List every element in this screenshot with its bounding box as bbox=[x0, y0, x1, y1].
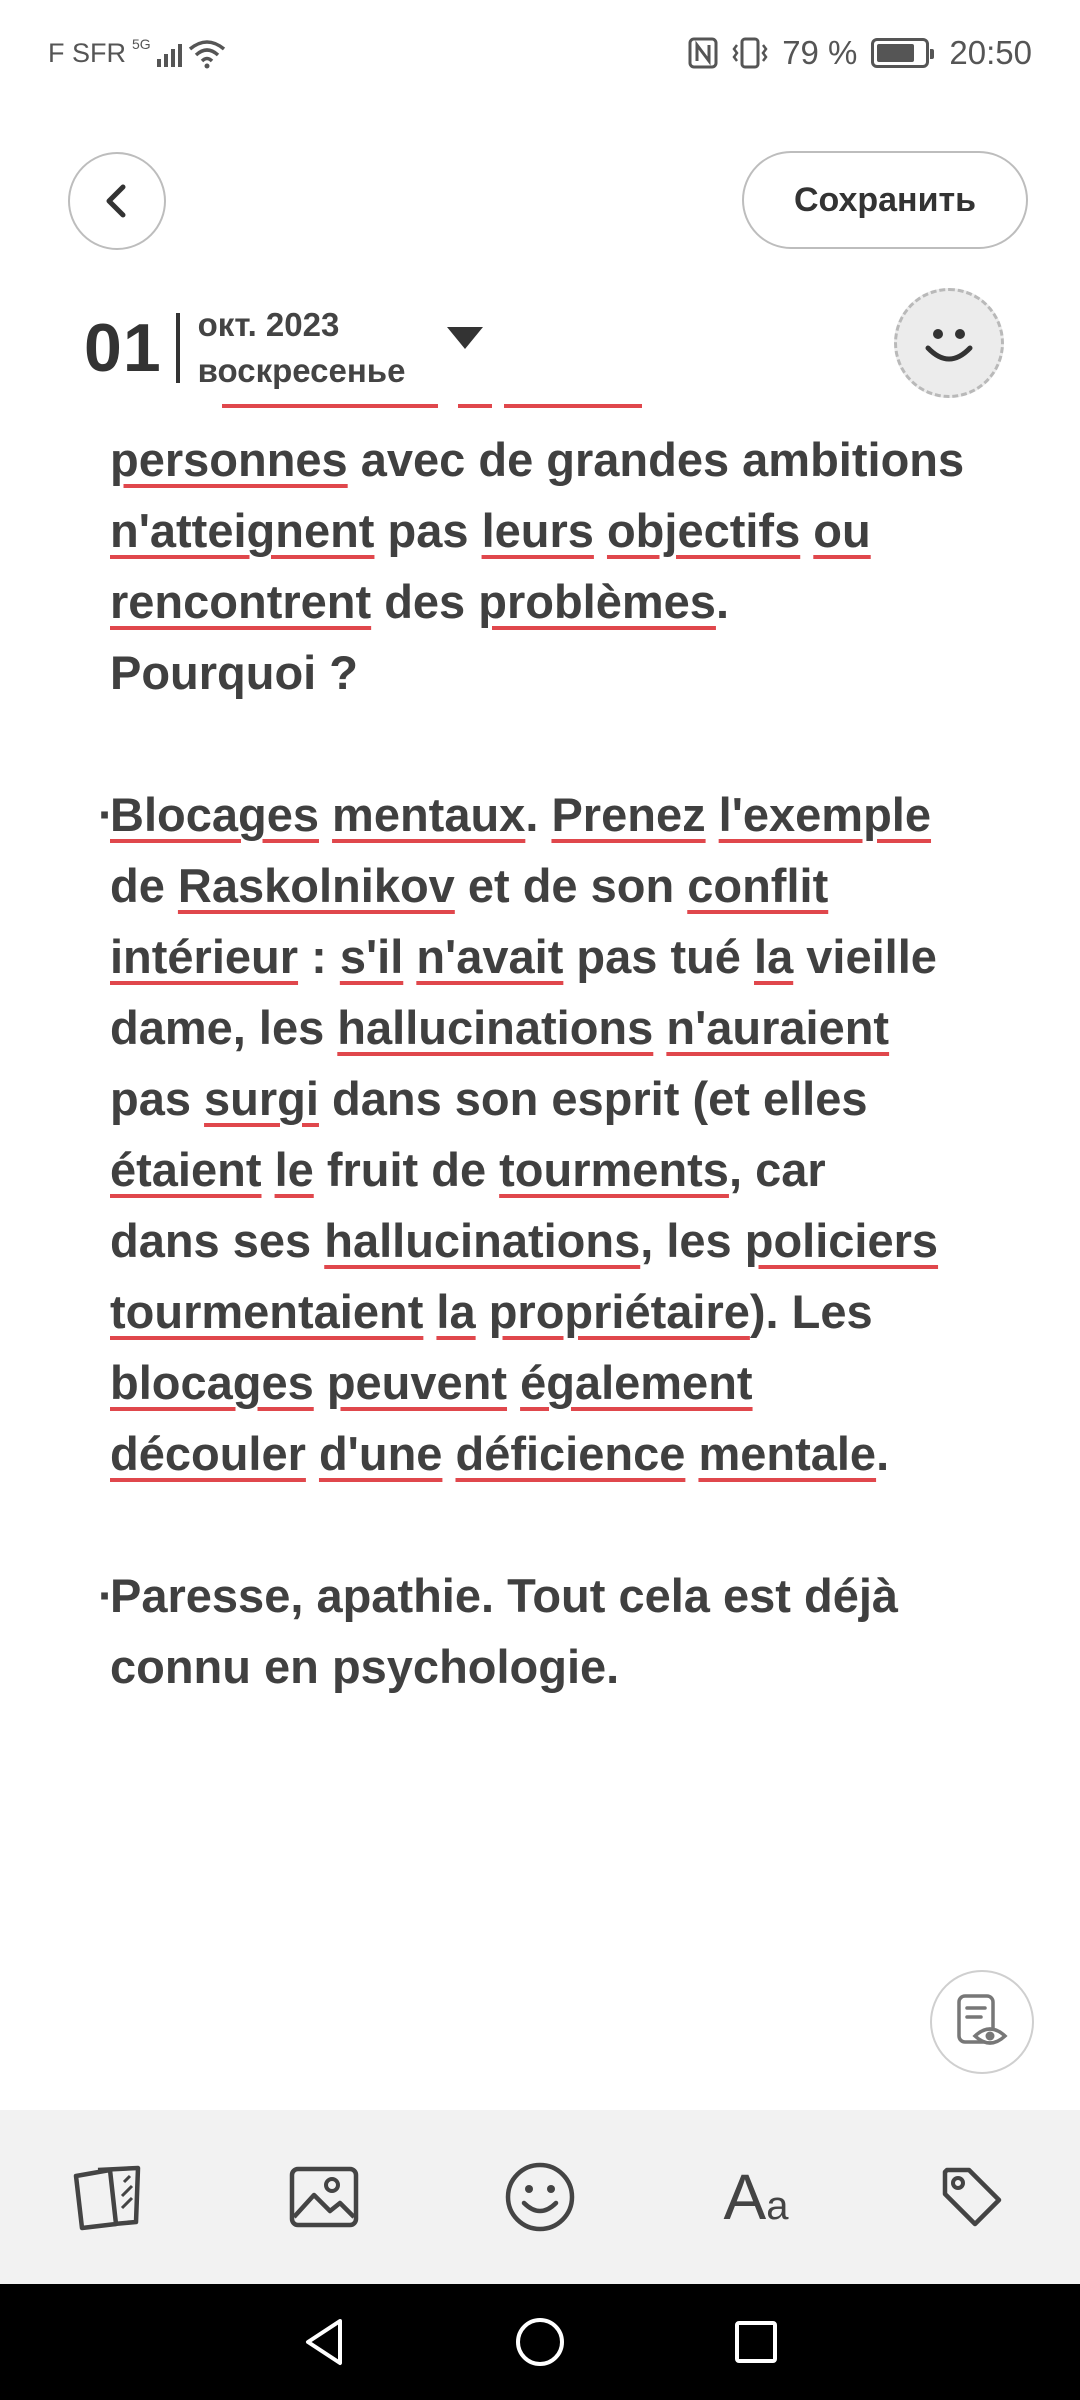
text-run bbox=[306, 1427, 319, 1480]
scrolled-line-fragment bbox=[110, 370, 1030, 410]
misspelled-word: surgi bbox=[204, 1072, 319, 1125]
journal-entry-text[interactable] bbox=[98, 370, 1030, 1770]
misspelled-word: leurs bbox=[481, 504, 594, 557]
misspelled-word: propriétaire bbox=[488, 1285, 750, 1338]
misspelled-word: policiers bbox=[744, 1214, 939, 1267]
save-button[interactable]: Сохранить bbox=[742, 151, 1028, 249]
text-run: dame, les bbox=[110, 1001, 338, 1054]
misspelled-word: déficience bbox=[455, 1427, 686, 1480]
text-line bbox=[110, 1205, 1030, 1276]
misspelled-word: également bbox=[520, 1356, 753, 1409]
weekday: воскресенье bbox=[197, 352, 406, 389]
font-button[interactable] bbox=[648, 2110, 864, 2284]
misspelled-word: la bbox=[754, 930, 794, 983]
misspelled-word: Raskolnikov bbox=[177, 859, 455, 912]
misspelled-word: mentaux bbox=[332, 788, 526, 841]
text-run: des bbox=[371, 575, 479, 628]
month-year: окт. 2023 bbox=[197, 306, 340, 343]
battery-icon bbox=[871, 38, 929, 68]
text-run: , les bbox=[640, 1214, 745, 1267]
text-line bbox=[98, 1560, 1030, 1631]
cards-button[interactable] bbox=[0, 2110, 216, 2284]
text-run: vieille bbox=[793, 930, 937, 983]
preview-button[interactable] bbox=[930, 1970, 1034, 2074]
text-run: ). Les bbox=[749, 1285, 873, 1338]
text-line bbox=[110, 566, 1030, 637]
text-run: connu en psychologie. bbox=[110, 1640, 620, 1693]
dropdown-triangle-icon[interactable] bbox=[447, 327, 483, 349]
nav-home-icon bbox=[514, 2316, 566, 2368]
day-number: 01 bbox=[84, 310, 162, 386]
text-run: pas bbox=[110, 1072, 205, 1125]
text-run: et de son bbox=[454, 859, 688, 912]
text-run: pas bbox=[374, 504, 482, 557]
clock: 20:50 bbox=[949, 34, 1032, 71]
text-run: fruit de bbox=[313, 1143, 500, 1196]
wifi-icon bbox=[188, 39, 226, 69]
editor-toolbar bbox=[0, 2110, 1080, 2284]
bullet-marker: · bbox=[98, 1569, 114, 1622]
text-run bbox=[507, 1356, 520, 1409]
paragraph-3 bbox=[98, 1560, 1030, 1702]
text-line bbox=[110, 1063, 1030, 1134]
text-run bbox=[685, 1427, 698, 1480]
nfc-icon bbox=[688, 37, 718, 69]
text-run bbox=[594, 504, 607, 557]
document-eye-icon bbox=[953, 1992, 1011, 2052]
text-run: : bbox=[298, 930, 340, 983]
text-run bbox=[800, 504, 813, 557]
emoji-button[interactable] bbox=[432, 2110, 648, 2284]
misspelled-word: n'auraient bbox=[666, 1001, 890, 1054]
misspelled-word: blocages bbox=[110, 1356, 314, 1409]
battery-percent: 79 % bbox=[782, 34, 858, 71]
text-run: , car bbox=[728, 1143, 826, 1196]
misspelled-word: tourmentaient bbox=[110, 1285, 424, 1338]
chevron-left-icon bbox=[97, 181, 137, 221]
text-run bbox=[706, 788, 719, 841]
misspelled-word: mentale bbox=[698, 1427, 877, 1480]
paragraph-2 bbox=[98, 779, 1030, 1489]
misspelled-word: rencontrent bbox=[110, 575, 372, 628]
text-line bbox=[110, 1418, 1030, 1489]
misspelled-word: le bbox=[274, 1143, 314, 1196]
misspelled-word: d'une bbox=[318, 1427, 443, 1480]
text-run bbox=[476, 1285, 489, 1338]
text-line bbox=[110, 1276, 1030, 1347]
text-line bbox=[110, 921, 1030, 992]
font-icon-small: a bbox=[766, 2184, 789, 2228]
image-icon bbox=[288, 2165, 360, 2229]
misspelled-word: la bbox=[436, 1285, 476, 1338]
carrier-label: F SFR bbox=[48, 38, 126, 68]
misspelled-word: Prenez bbox=[551, 788, 706, 841]
status-right bbox=[688, 34, 1032, 72]
text-run: de bbox=[110, 859, 178, 912]
nav-recents-icon bbox=[733, 2319, 779, 2365]
text-line bbox=[110, 1134, 1030, 1205]
font-icon-big: A bbox=[723, 2161, 767, 2233]
text-line bbox=[110, 495, 1030, 566]
misspelled-word: peuvent bbox=[326, 1356, 508, 1409]
misspelled-word: n'avait bbox=[416, 930, 564, 983]
vibrate-icon bbox=[732, 37, 768, 69]
status-left bbox=[48, 38, 226, 69]
font-icon bbox=[724, 2160, 789, 2234]
text-run: . bbox=[715, 575, 729, 628]
text-run bbox=[262, 1143, 275, 1196]
text-run: avec de grandes ambitions bbox=[347, 433, 965, 486]
misspelled-word: conflit bbox=[687, 859, 829, 912]
network-label: 5G bbox=[132, 36, 151, 52]
misspelled-word: objectifs bbox=[606, 504, 801, 557]
emoji-icon bbox=[504, 2161, 576, 2233]
text-run bbox=[314, 1356, 327, 1409]
smiley-face-icon bbox=[914, 308, 984, 378]
misspelled-word: hallucinations bbox=[324, 1214, 641, 1267]
misspelled-word: étaient bbox=[110, 1143, 262, 1196]
misspelled-word: l'exemple bbox=[718, 788, 932, 841]
cards-icon bbox=[70, 2162, 146, 2232]
paragraph-1 bbox=[110, 424, 1030, 708]
tag-button[interactable] bbox=[864, 2110, 1080, 2284]
text-run: Paresse, apathie. Tout cela est déjà bbox=[110, 1569, 899, 1622]
text-run bbox=[403, 930, 416, 983]
text-run bbox=[423, 1285, 436, 1338]
bullet-marker: · bbox=[98, 788, 114, 841]
misspelled-word: tourments bbox=[499, 1143, 729, 1196]
misspelled-word: personnes bbox=[110, 433, 348, 486]
misspelled-word: s'il bbox=[339, 930, 404, 983]
misspelled-word: problèmes bbox=[478, 575, 716, 628]
misspelled-word: intérieur bbox=[110, 930, 299, 983]
text-line bbox=[110, 992, 1030, 1063]
text-line bbox=[110, 1631, 1030, 1702]
misspelled-word: découler bbox=[110, 1427, 306, 1480]
nav-recents-button[interactable] bbox=[648, 2284, 864, 2400]
nav-home-button[interactable] bbox=[432, 2284, 648, 2400]
back-button[interactable] bbox=[68, 152, 166, 250]
text-line bbox=[110, 637, 1030, 708]
text-run: . bbox=[876, 1427, 890, 1480]
image-button[interactable] bbox=[216, 2110, 432, 2284]
status-bar bbox=[0, 0, 1080, 115]
text-run bbox=[442, 1427, 455, 1480]
text-line bbox=[110, 850, 1030, 921]
text-run bbox=[653, 1001, 666, 1054]
text-line bbox=[110, 1347, 1030, 1418]
text-line bbox=[98, 779, 1030, 850]
text-line bbox=[110, 424, 1030, 495]
signal-icon bbox=[157, 41, 182, 67]
text-run: dans son esprit (et elles bbox=[318, 1072, 868, 1125]
misspelled-word: hallucinations bbox=[337, 1001, 654, 1054]
nav-back-icon bbox=[302, 2317, 346, 2367]
text-run: pas tué bbox=[563, 930, 755, 983]
misspelled-word: n'atteignent bbox=[110, 504, 375, 557]
misspelled-word: Blocages bbox=[110, 788, 319, 841]
text-run: Pourquoi ? bbox=[110, 646, 359, 699]
nav-back-button[interactable] bbox=[216, 2284, 432, 2400]
tag-icon bbox=[939, 2164, 1005, 2230]
text-run: dans ses bbox=[110, 1214, 325, 1267]
text-run: . bbox=[525, 788, 552, 841]
text-run bbox=[319, 788, 332, 841]
misspelled-word: ou bbox=[813, 504, 871, 557]
system-navigation-bar bbox=[0, 2284, 1080, 2400]
